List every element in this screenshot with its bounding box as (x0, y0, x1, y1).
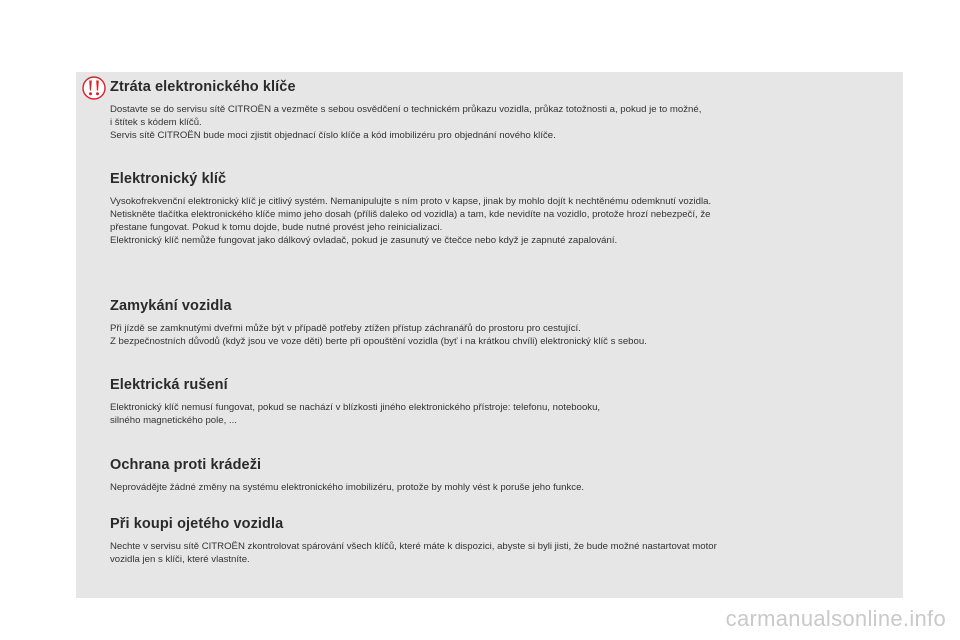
text-line: Netiskněte tlačítka elektronického klíče mimo jeho dosah (příliš daleko od vozidla) a tam, kde nevidíte na vozidlo, protože hrozí nebezpečí, že (110, 209, 711, 220)
section-lost-key (110, 79, 895, 142)
text-line: Neprovádějte žádné změny na systému elektronického imobilizéru, protože by mohly vést k poruše jeho funkce. (110, 482, 585, 493)
section-title: Při koupi ojetého vozidla (110, 516, 284, 532)
section-text (110, 401, 895, 427)
text-line: silného magnetického pole, ... (110, 415, 237, 426)
text-line: Elektronický klíč nemůže fungovat jako dálkový ovladač, pokud je zasunutý ve čtečce nebo když je zapnuté zapalování. (110, 235, 618, 246)
warning-icon (80, 74, 108, 102)
section-text (110, 103, 895, 142)
text-line: vozidla jen s klíči, které vlastníte. (110, 554, 250, 565)
section-locking (110, 298, 895, 348)
section-title: Ztráta elektronického klíče (110, 79, 296, 95)
section-title: Elektronický klíč (110, 171, 227, 187)
section-text (110, 322, 895, 348)
text-line: Při jízdě se zamknutými dveřmi může být v případě potřeby ztížen přístup záchranářů do prostoru pro cestující. (110, 323, 581, 334)
text-line: Servis sítě CITROËN bude moci zjistit objednací číslo klíče a kód imobilizéru pro objednání nového klíče. (110, 130, 556, 141)
text-line: přestane fungovat. Pokud k tomu dojde, bude nutné provést jeho reinicializaci. (110, 222, 443, 233)
watermark: carmanualsonline.info (725, 606, 946, 631)
text-line: i štítek s kódem klíčů. (110, 117, 202, 128)
section-text (110, 481, 895, 494)
section-title: Elektrická rušení (110, 377, 228, 393)
section-interference (110, 377, 895, 427)
text-line: Elektronický klíč nemusí fungovat, pokud se nachází v blízkosti jiného elektronického přístroje: telefonu, notebooku, (110, 402, 601, 413)
text-line: Vysokofrekvenční elektronický klíč je citlivý systém. Nemanipulujte s ním proto v kapse, jinak by mohlo dojít k nechtěnému odemknutí vozidla. (110, 196, 712, 207)
section-electronic-key (110, 171, 895, 247)
section-text (110, 540, 895, 566)
section-title: Ochrana proti krádeži (110, 457, 262, 473)
section-title: Zamykání vozidla (110, 298, 232, 314)
text-line: Nechte v servisu sítě CITROËN zkontrolovat spárování všech klíčů, které máte k dispozici, abyste si byli jisti, že bude možné nastartovat motor (110, 541, 717, 552)
text-line: Z bezpečnostních důvodů (když jsou ve voze děti) berte při opouštění vozidla (byť i na krátkou chvíli) elektronický klíč s sebou. (110, 336, 647, 347)
section-used-vehicle (110, 516, 895, 566)
text-line: Dostavte se do servisu sítě CITROËN a vezměte s sebou osvědčení o technickém průkazu vozidla, průkaz totožnosti a, pokud je to možné, (110, 104, 702, 115)
section-anti-theft (110, 457, 895, 494)
section-text (110, 195, 895, 247)
